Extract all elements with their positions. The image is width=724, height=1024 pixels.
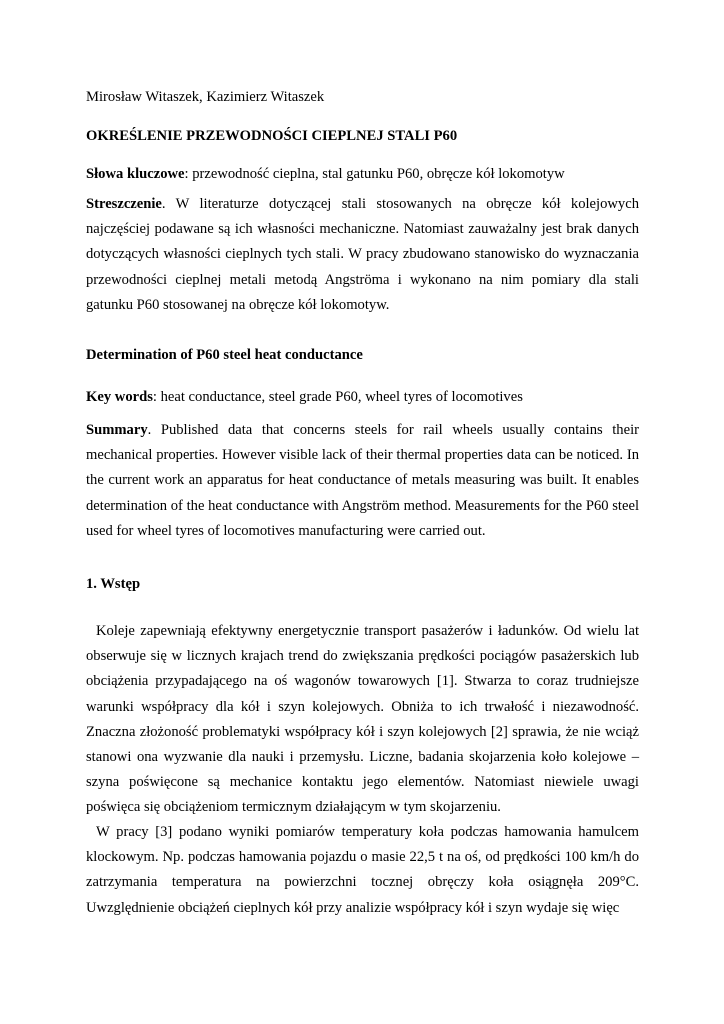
body-paragraph: W pracy [3] podano wyniki pomiarów temperatury koła podczas hamowania hamulcem klockowym. Np. podczas hamowania pojazdu o masie 22,5 t na oś, od prędkości 100 km/h do zatrzymania temperatura na powierzchni tocznej obręczy koła osiągnęła 209°C. Uwzględnienie obciążeń cieplnych kół przy analizie współpracy kół i szyn wydaje się więc <box>86 824 639 916</box>
abstract-polish <box>86 192 639 318</box>
abstract-polish-text: . W literaturze dotyczącej stali stosowanych na obręcze kół kolejowych najczęściej podawane są ich własności mechaniczne. Natomiast zauważalny jest brak danych dotyczących własności cieplnych tych stali. W pracy zbudowano stanowisko do wyznaczania przewodności cieplnej metali metodą Angströma i wykonano na nim pomiary dla stali gatunku P60 stosowanej na obręcze kół lokomotyw. <box>86 196 639 313</box>
authors: Mirosław Witaszek, Kazimierz Witaszek <box>86 89 325 105</box>
abstract-english-text: . Published data that concerns steels for rail wheels usually contains their mechanical properties. However visible lack of their thermal properties data can be noticed. In the current work an apparatus for heat conductance of metals measuring was built. It enables determination of the heat conductance with Angström method. Measurements for the P60 steel used for wheel tyres of locomotives manufacturing were carried out. <box>86 422 639 539</box>
keywords-polish-label: Słowa kluczowe <box>86 166 185 182</box>
abstract-english-label: Summary <box>86 422 148 438</box>
paper-title-english: Determination of P60 steel heat conductance <box>86 347 363 363</box>
keywords-english-text: : heat conductance, steel grade P60, wheel tyres of locomotives <box>152 389 523 405</box>
keywords-polish <box>86 162 639 187</box>
section-heading: 1. Wstęp <box>86 576 141 592</box>
paper-title-polish: OKREŚLENIE PRZEWODNOŚCI CIEPLNEJ STALI P60 <box>86 128 458 144</box>
abstract-polish-label: Streszczenie <box>86 196 162 212</box>
keywords-polish-text: : przewodność cieplna, stal gatunku P60, obręcze kół lokomotyw <box>184 166 565 182</box>
keywords-english-label: Key words <box>86 389 153 405</box>
abstract-english <box>86 418 639 544</box>
keywords-english <box>86 385 639 410</box>
body-paragraph: Koleje zapewniają efektywny energetycznie transport pasażerów i ładunków. Od wielu lat obserwuje się w licznych krajach trend do zwiększania prędkości pociągów pasażerskich lub obciążenia przypadającego na oś wagonów towarowych [1]. Stwarza to coraz trudniejsze warunki współpracy dla kół i szyn kolejowych. Obniża to ich trwałość i niezawodność. Znaczna złożoność problematyki współpracy kół i szyn kolejowych [2] sprawia, że nie wciąż stanowi ona wyzwanie dla nauki i przemysłu. Liczne, badania skojarzenia koło kolejowe – szyna poświęcone są mechanice kontaktu jego elementów. Natomiast niewiele uwagi poświęca się obciążeniom termicznym działającym w tym skojarzeniu. <box>86 623 639 816</box>
